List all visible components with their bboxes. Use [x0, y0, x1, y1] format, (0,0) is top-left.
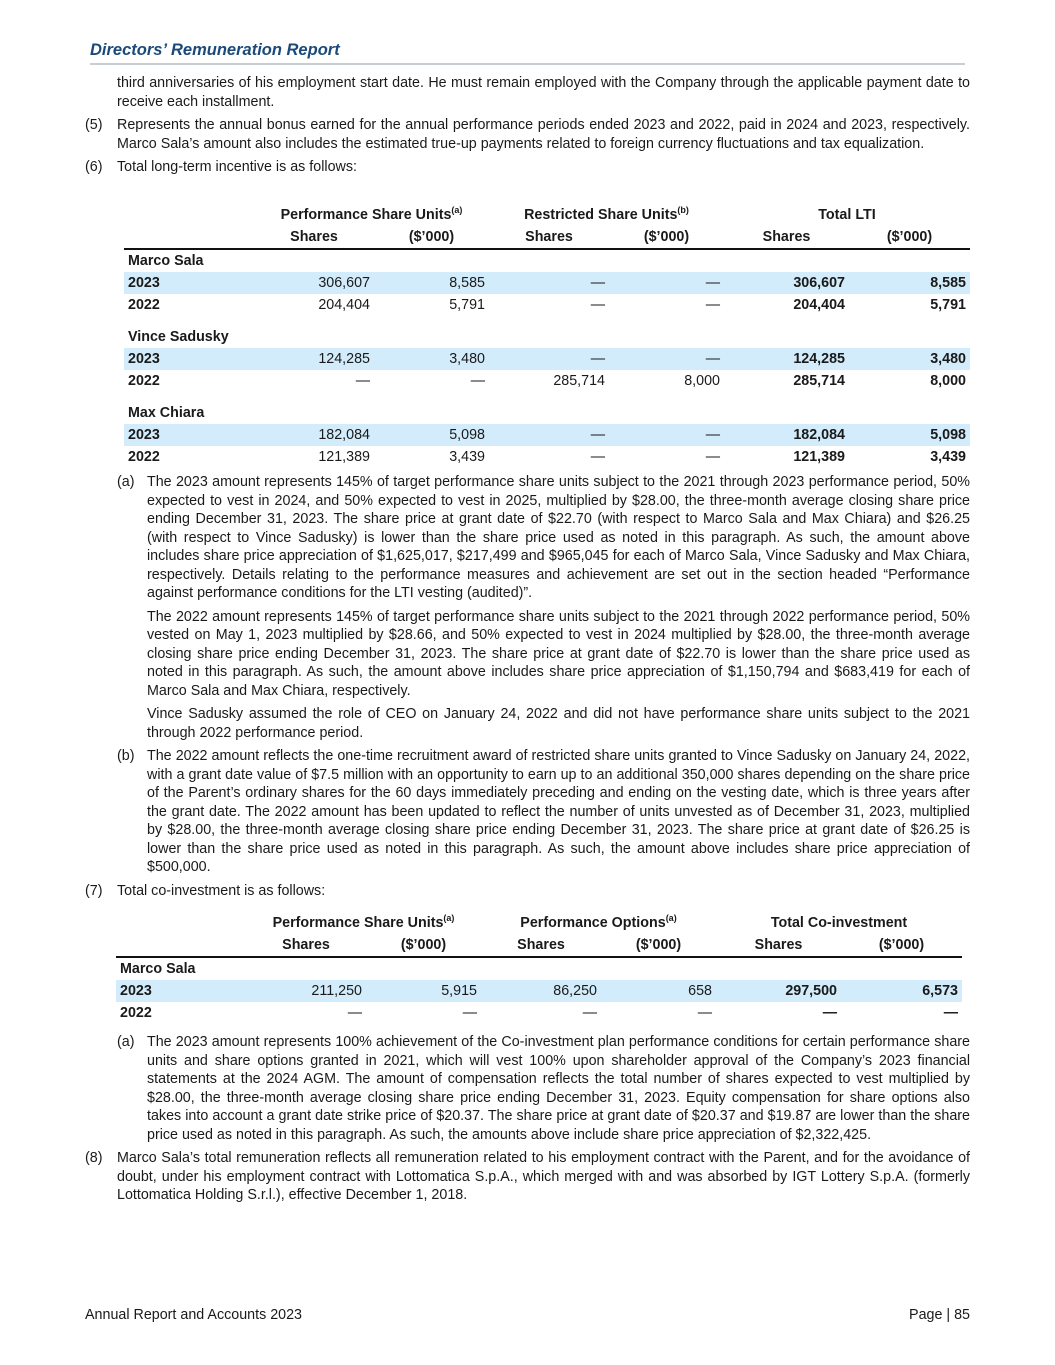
value-cell: 124,285 [254, 348, 374, 370]
value-cell: 3,439 [930, 449, 966, 465]
footnote-text: Marco Sala’s total remuneration reflects all remuneration related to his employment contract with the Parent, and for the avoidance of doubt, under his employment contract with Lottomatica S.p.A., which merged with and was absorbed by IGT Lottery S.p.A. (formerly Lottomatica Holding S.r.l.), effective December 1, 2018. [117, 1150, 970, 1203]
year-cell: 2022 [120, 1005, 152, 1021]
value-cell: — [582, 1005, 597, 1021]
value-cell: 6,573 [841, 980, 962, 1002]
footnote-8 [85, 1149, 970, 1205]
value-cell: 8,585 [374, 272, 489, 294]
group-header: Total LTI [818, 207, 876, 223]
section-title: Directors’ Remuneration Report [90, 41, 340, 59]
table-row [116, 980, 962, 1002]
column-header: Shares [246, 934, 366, 957]
value-cell: 204,404 [318, 297, 370, 313]
group-header: Total Co-investment [770, 915, 908, 931]
table-group-header-row [124, 204, 970, 226]
footnote-text: The 2023 amount represents 145% of target performance share units subject to the 2021 through 2023 performance period, 50% expected to vest in 2024, and 50% expected to vest in 2025, multiplied by $28.00, the three-month average closing share price ending December 31, 2023. The share price at grant date of $22.70 (with respect to Marco Sala and Max Chiara) and $26.25 (with respect to Vince Sadusky) is lower than the share price used as noted in this paragraph. As such, the amount above includes share price appreciation of $1,625,017, $217,499 and $965,045 for each of Marco Sala, Vince Sadusky and Max Chiara, respectively. Details relating to the performance measures and achievement are set out in the section headed “Performance against performance conditions for the LTI vesting (audited)”. [147, 474, 970, 601]
value-cell: 121,389 [793, 449, 845, 465]
person-name-row [124, 249, 970, 272]
person-name: Marco Sala [120, 961, 196, 977]
group-header: Performance Share Units$^{(a)}$ [280, 205, 463, 223]
value-cell: 5,791 [449, 297, 485, 313]
value-cell: 3,480 [849, 348, 970, 370]
footnote-number: (a) [117, 474, 135, 490]
footnote-number: (a) [117, 1034, 135, 1050]
footnote-number: (8) [85, 1150, 103, 1166]
value-cell: — [705, 449, 720, 465]
value-cell: — [489, 272, 609, 294]
column-header: ($’000) [366, 934, 481, 957]
column-header: ($’000) [841, 934, 962, 957]
continuation-text: third anniversaries of his employment start date. He must remain employed with the Company through the applicable payment date to receive each installment. [117, 75, 970, 110]
footnote-5 [85, 116, 970, 153]
value-cell: — [590, 297, 605, 313]
column-header: Shares [254, 226, 374, 249]
year-cell: 2022 [128, 297, 160, 313]
footnote-text: The 2023 amount represents 100% achievement of the Co-investment plan performance conditions for certain performance share units and share options granted in 2021, which will vest 100% upon shareholder approval of the Company’s 2023 financial statements at the 2024 AGM. The amount of compensation reflects the total number of shares expected to vest multiplied by $28.00, the three-month average closing share price ending December 31, 2023. Equity compensation for share options also takes into account a grant date strike price of $20.37. The share price at grant date of $20.37 and $19.87 are lower than the share price used as noted in this paragraph. As such, the amounts above include share price appreciation of $2,322,425. [147, 1034, 970, 1143]
table-group-header-row [116, 912, 962, 934]
value-cell: — [609, 348, 724, 370]
footer-report-title: Annual Report and Accounts 2023 [85, 1307, 302, 1323]
value-cell: 8,000 [684, 373, 720, 389]
column-header: Shares [489, 226, 609, 249]
column-header: Shares [724, 226, 849, 249]
value-cell: 5,915 [366, 980, 481, 1002]
page-footer [85, 1307, 970, 1323]
value-cell: 5,791 [930, 297, 966, 313]
coinv-notes [85, 1033, 970, 1210]
column-header: ($’000) [849, 226, 970, 249]
value-cell: — [943, 1005, 958, 1021]
value-cell: — [462, 1005, 477, 1021]
value-cell: 306,607 [254, 272, 374, 294]
column-header: ($’000) [374, 226, 489, 249]
footnote-text: The 2022 amount reflects the one-time recruitment award of restricted share units granted to Vince Sadusky on January 24, 2022, with a grant date value of $7.5 million with an opportunity to earn up to an additional 350,000 shares depending on the share price of the Parent’s ordinary shares for the 60 days immediately preceding and ending on the vesting date, which is three years after the grant date. The 2022 amount has been updated to reflect the number of units unvested as of December 31, 2023, multiplied by $28.00, the three-month average closing share price ending December 31, 2023. The share price at grant date of $26.25 is lower than the share price used as noted in this paragraph. As such, the amount above includes share price appreciation of $500,000. [147, 748, 970, 875]
footnote-text: Total co-investment is as follows: [117, 882, 326, 899]
value-cell: 8,585 [849, 272, 970, 294]
value-cell: 297,500 [716, 980, 841, 1002]
person-name: Vince Sadusky [128, 329, 229, 345]
footnote-number: (b) [117, 748, 135, 764]
column-header: Shares [716, 934, 841, 957]
page-header [90, 39, 965, 65]
lti-note-a-paragraph-3: Vince Sadusky assumed the role of CEO on January 24, 2022 and did not have performance share units subject to the 2021 through 2022 performance period. [147, 706, 970, 741]
value-cell: — [347, 1005, 362, 1021]
value-cell: 8,000 [930, 373, 966, 389]
coinv-note-a [117, 1033, 970, 1144]
footnote-text: Represents the annual bonus earned for the annual performance periods ended 2023 and 2022, paid in 2024 and 2023, respectively. Marco Sala’s amount also includes the estimated true-up payments related to foreign currency fluctuations and tax equalization. [117, 117, 970, 152]
footnote-6 [85, 158, 970, 177]
coinv-table [116, 912, 962, 1024]
value-cell: — [705, 297, 720, 313]
year-cell: 2022 [128, 449, 160, 465]
lti-note-a-paragraph-2: The 2022 amount represents 145% of target performance share units subject to the 2021 through 2022 performance period, 50% vested on May 1, 2023 multiplied by $28.66, and 50% expected to vest in 2024 multiplied by $28.00, the three-month average closing share price ending December 31, 2023. The share price at grant date of $22.70 is lower than the share price used as noted in this paragraph. As such, the amount above includes share price appreciation of $1,150,794 and $683,419 for each of Marco Sala and Max Chiara, respectively. [147, 608, 970, 699]
year-cell: 2023 [116, 980, 246, 1002]
footnote-7 [85, 882, 970, 901]
value-cell: — [470, 373, 485, 389]
table-row [124, 272, 970, 294]
spacer-row [124, 316, 970, 326]
footnote-number: (6) [85, 159, 103, 175]
lti-note-b [117, 747, 970, 877]
table-row [124, 348, 970, 370]
value-cell: — [489, 348, 609, 370]
value-cell: 658 [601, 980, 716, 1002]
value-cell: 121,389 [318, 449, 370, 465]
body-top [85, 74, 970, 182]
year-cell: 2023 [124, 348, 254, 370]
value-cell: 204,404 [793, 297, 845, 313]
lti-notes [85, 473, 970, 905]
value-cell: 285,714 [553, 373, 605, 389]
value-cell: — [609, 272, 724, 294]
lti-table [124, 204, 970, 468]
value-cell: 124,285 [724, 348, 849, 370]
page-number: Page | 85 [909, 1307, 970, 1323]
group-header: Performance Share Units$^{(a)}$ [272, 913, 455, 931]
table-row [124, 424, 970, 446]
footnote-text: Total long-term incentive is as follows: [117, 159, 357, 175]
group-header: Performance Options$^{(a)}$ [520, 913, 677, 931]
value-cell: 3,439 [449, 449, 485, 465]
value-cell: — [697, 1005, 712, 1021]
table-row [116, 1002, 962, 1024]
coinv-table-wrapper [116, 912, 962, 1024]
lti-table-wrapper [124, 204, 970, 468]
value-cell: 211,250 [246, 980, 366, 1002]
person-name: Marco Sala [128, 253, 204, 269]
lti-note-a [117, 473, 970, 603]
value-cell: 182,084 [724, 424, 849, 446]
person-name-row [116, 957, 962, 980]
value-cell: 182,084 [254, 424, 374, 446]
spacer-row [124, 392, 970, 402]
footnote-number: (7) [85, 882, 103, 899]
person-name-row [124, 402, 970, 424]
value-cell: 285,714 [793, 373, 845, 389]
column-header: Shares [481, 934, 601, 957]
value-cell: 86,250 [481, 980, 601, 1002]
value-cell: — [609, 424, 724, 446]
column-header: ($’000) [601, 934, 716, 957]
value-cell: 306,607 [724, 272, 849, 294]
footnote-number: (5) [85, 117, 103, 133]
group-header: Restricted Share Units$^{(b)}$ [524, 205, 689, 223]
table-column-header-row [116, 934, 962, 957]
value-cell: 5,098 [849, 424, 970, 446]
table-row [124, 294, 970, 316]
person-name-row [124, 326, 970, 348]
table-row [124, 446, 970, 468]
person-name: Max Chiara [128, 405, 205, 421]
value-cell: 3,480 [374, 348, 489, 370]
value-cell: — [590, 449, 605, 465]
column-header: ($’000) [609, 226, 724, 249]
year-cell: 2023 [124, 424, 254, 446]
value-cell: — [489, 424, 609, 446]
table-column-header-row [124, 226, 970, 249]
value-cell: — [355, 373, 370, 389]
table-row [124, 370, 970, 392]
value-cell: — [822, 1005, 837, 1021]
value-cell: 5,098 [374, 424, 489, 446]
year-cell: 2022 [128, 373, 160, 389]
year-cell: 2023 [124, 272, 254, 294]
